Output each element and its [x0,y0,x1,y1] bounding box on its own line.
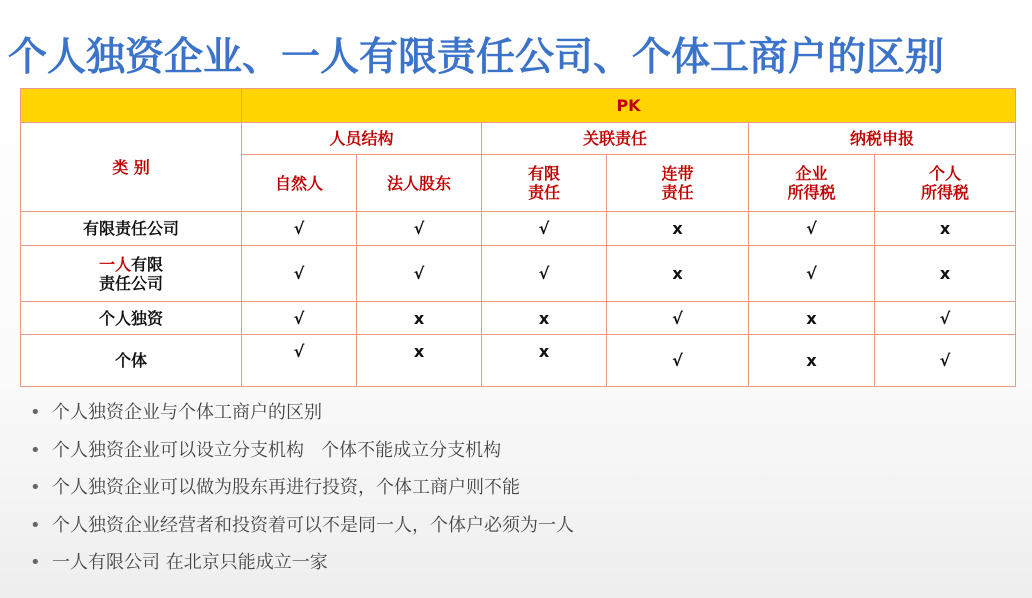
table-cell: √ [607,335,749,387]
group-header-liability: 关联责任 [482,123,749,155]
bullet-text: 一人有限公司 在北京只能成立一家 [52,552,328,573]
table-group-row [21,123,1016,155]
subheader-legal-shareholder: 法人股东 [357,155,482,212]
bullet-dot: • [30,552,41,573]
table-cell: x [357,302,482,335]
subheader-limited-liability [482,155,607,212]
bullet-list [30,398,574,586]
table-cell: √ [242,302,357,335]
table-cell: x [875,212,1016,246]
cell-mark: √ [293,342,305,361]
cell-mark: x [413,342,425,361]
row-label: 个体 [21,335,242,387]
row-label-text: 责任公司 [98,273,163,293]
row-label-highlight: 一人 [98,254,131,274]
group-header-personnel: 人员结构 [242,123,482,155]
table-cell: √ [482,212,607,246]
bullet-item [30,398,574,436]
bullet-text: 个人独资企业可以设立分支机构 个体不能成立分支机构 [52,439,502,461]
subheader-text: 所得税 [920,183,969,202]
table-cell: x [749,335,875,387]
subheader-corporate-tax [749,155,875,212]
row-label: 有限责任公司 [21,212,242,246]
table-row [21,302,1016,335]
subheader-text: 所得税 [787,183,836,202]
bullet-item [30,511,574,549]
table-cell [242,335,357,387]
subheader-text: 个人 [928,164,961,183]
bullet-dot: • [30,439,41,461]
subheader-text: 有限 [527,164,560,183]
page-title: 个人独资企业、一人有限责任公司、个体工商户的区别 [8,35,945,80]
bullet-text: 个人独资企业可以做为股东再进行投资，个体工商户则不能 [52,477,520,498]
table-cell: √ [607,302,749,335]
bullet-text: 个人独资企业经营者和投资着可以不是同一人，个体户必须为一人 [52,514,574,536]
row-label: 个人独资 [21,302,242,335]
group-header-tax: 纳税申报 [749,123,1016,155]
table-cell: x [607,212,749,246]
table-cell: √ [482,246,607,302]
subheader-text: 连带 [661,164,694,183]
row-label [21,246,242,302]
subheader-joint-liability [607,155,749,212]
table-cell: √ [875,302,1016,335]
comparison-table [20,88,1016,387]
pk-header: PK [242,89,1016,123]
table-cell: √ [242,212,357,246]
cell-mark: x [538,342,550,361]
table-header-row [21,89,1016,123]
bullet-item [30,548,574,586]
table-cell: √ [357,246,482,302]
subheader-text: 责任 [527,183,560,202]
table-cell: √ [357,212,482,246]
subheader-text: 企业 [795,164,828,183]
table-cell: √ [875,335,1016,387]
category-header: 类 别 [21,123,242,212]
table-corner-cell [21,89,242,123]
bullet-dot: • [30,477,41,498]
row-label-text: 有限 [131,254,164,274]
bullet-item [30,473,574,511]
table-cell: √ [749,246,875,302]
table-cell: x [875,246,1016,302]
table-cell: x [607,246,749,302]
bullet-dot: • [30,514,41,536]
table-row [21,212,1016,246]
table-cell [357,335,482,387]
bullet-item [30,436,574,474]
subheader-personal-tax [875,155,1016,212]
table-cell: √ [242,246,357,302]
table-cell: x [749,302,875,335]
table-cell: √ [749,212,875,246]
table-cell [482,335,607,387]
subheader-natural-person: 自然人 [242,155,357,212]
table-row [21,246,1016,302]
table-cell: x [482,302,607,335]
table-row [21,335,1016,387]
bullet-dot: • [30,402,41,423]
subheader-text: 责任 [661,183,694,202]
bullet-text: 个人独资企业与个体工商户的区别 [52,402,322,423]
